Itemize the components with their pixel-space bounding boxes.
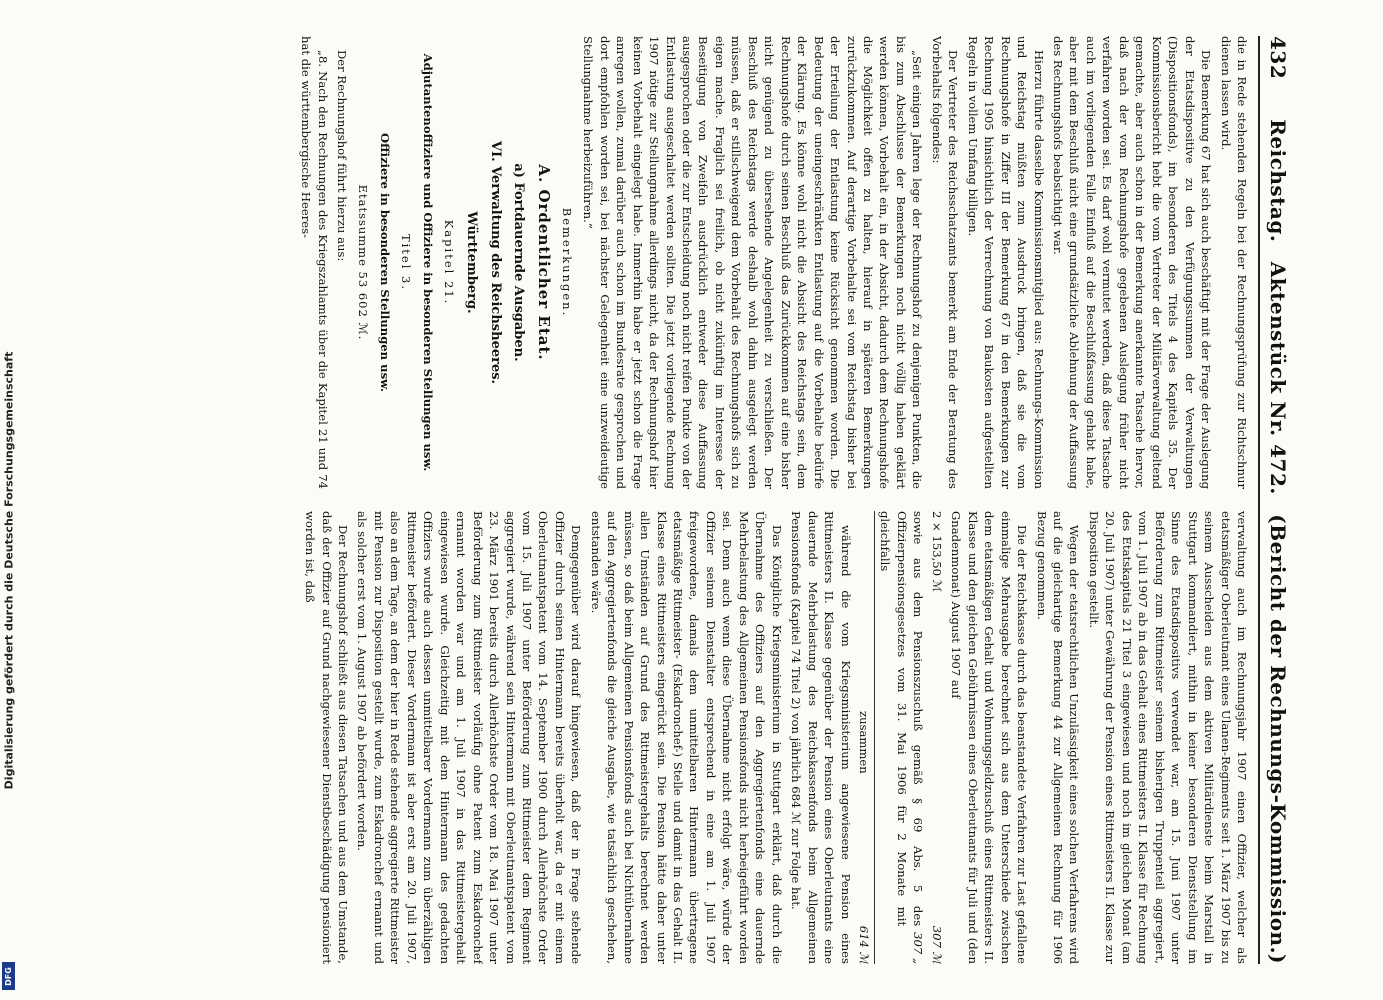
digitization-credit bbox=[2, 150, 16, 990]
text-columns bbox=[50, 36, 1250, 964]
paragraph: Der Rechnungshof schließt aus diesen Tatsachen und aus dem Umstande, daß der Offizier auf Grund nachgewiesener Dienstbeschädigung pensioniert worden ist, daß bbox=[303, 511, 350, 964]
calculation-line bbox=[877, 511, 926, 964]
calculation-amount: 614 ℳ bbox=[857, 925, 872, 964]
paragraph: verwaltung auch im Rechnungsjahr 1907 einen Offizier, welcher als etatsmäßiger Oberleutnant eines Ulanen-Regiments seit 1. März 1907 bis zu seinem Ausscheiden aus dem aktiven Militärdienste beim Marstall in Stuttgart kommandiert, mithin in keiner besonderen Dienststellung im Sinne des Etatsdispositivs verwendet war, am 15. Juni 1907 unter Beförderung zum Rittmeister seinem bisherigen Truppenteil aggregiert, vom 1. Juli 1907 ab in das Gehalt eines Rittmeisters II. Klasse für Rechnung des Etatskapitals 21 Titel 3 eingewiesen und noch im gleichen Monat (am 20. Juli 1907) unter Gewährung der Pension eines Rittmeisters II. Klasse zur Disposition gestellt. bbox=[1086, 511, 1249, 964]
title-name: Offiziere in besonderen Stellungen usw. bbox=[377, 133, 392, 392]
quoted-paragraph: „Seit einigen Jahren lege der Rechnungshof zu denjenigen Punkten, die bis zum Abschlusse der Bemerkungen noch nicht völlig haben geklärt werden können, Vorbehalt ein, in der Absicht, dadurch dem Rechnungshofe die Möglichkeit offen zu halten, hierauf in späteren Bemerkungen zurückzukommen. Auf derartige Vorbehalte sei vom Reichstag bisher bei der Erteilung der Entlastung keine Rücksicht genommen worden. Die Bedeutung der uneingeschränkten Entlastung auf die Vorbehalte bedürfe der Klärung. Es könne wohl nicht die Absicht des Reichstags sein, dem Rechnungshofe durch seinen Beschluß das Zurückkommen auf eine bisher nicht genügend zu übersehende Angelegenheit zu verschließen. Der Beschluß des Reichstags werde deshalb wohl dahin ausgelegt werden müssen, daß er stillschweigend dem Vorbehalt des Rechnungshofs sich zu eigen mache. Fraglich sei freilich, ob nicht zukünftig im Interesse der Beseitigung von Zweifeln ausdrücklich entweder diese Auffassung ausgesprochen oder die zur Entscheidung noch nicht reifen Punkte von der Entlastung ausgeschaltet werden sollten. Die jetzt vorliegende Rechnung 1907 nötige zur Stellungnahme allerdings nicht, da der Rechnungshof hier keinen Vorbehalt eingelegt habe. Immerhin habe er jetzt schon die Frage anregen wollen, zumal darüber auch schon im Bundesrate gesprochen und dort empfohlen worden sei, bei nächster Gelegenheit eine unzweideutige Stellungnahme herbeizuführen.“ bbox=[581, 36, 925, 489]
paragraph: während die vom Kriegsministerium angewiesene Pension eines Rittmeisters II. Klasse gegenüber der Pension eines Oberleutnants eine dauernde Mehrbelastung des Reichskassenfonds beim Allgemeinen Pensionsfonds (Kapitel 74 Titel 2) von jährlich 684 ℳ zur Folge hat. bbox=[789, 511, 853, 964]
calculation-line bbox=[928, 511, 944, 964]
title-heading: Titel 3. bbox=[399, 233, 414, 292]
left-column bbox=[50, 36, 1250, 489]
page-number: 432 bbox=[1266, 36, 1290, 80]
rotated-document-page bbox=[2, 20, 1302, 980]
calculation-label: 2 × 153,50 ℳ bbox=[929, 511, 944, 593]
section-heading-bemerkungen: Bemerkungen. bbox=[559, 207, 574, 318]
calculation-amount: 307 ℳ bbox=[929, 925, 944, 964]
paragraph: Das Königliche Kriegsministerium in Stuttgart erklärt, daß durch die Übernahme des Offiziers auf den Aggregiertenfonds eine dauernde Mehrbelastung des Allgemeinen Pensionsfonds nicht herbeigeführt worden sei. Denn auch wenn diese Übernahme nicht erfolgt wäre, würde der Offizier seinem Dienstalter entsprechend in eine am 1. Juli 1907 freigewordene, damals dem unmittelbaren Hintermann übertragene etatsmäßige Rittmeister- (Eskadronchef-) Stelle und damit in das Gehalt II. Klasse eines Rittmeisters eingerückt sein. Die Pension hätte daher unter allen Umständen auf Grund des Rittmeistergehalts berechnet werden müssen, so daß beim Allgemeinen Pensionsfonds auch bei Nichtübernahme auf den Aggregiertenfonds die gleiche Ausgabe, wie tatsächlich geschehen, entstanden wäre. bbox=[588, 511, 784, 964]
header-left-title: Reichstag. bbox=[1266, 119, 1290, 243]
paragraph: die in Rede stehenden Regeln bei der Rechnungsprüfung zur Richtschnur dienen lassen wird. bbox=[1218, 36, 1249, 489]
paragraph: Die Bemerkung 67 hat sich auch beschäftigt mit der Frage der Auslegung der Etatsdispositive zu den Verfügungssummen der Verwaltungen (Dispositionsfonds), im besonderen des Titels 4 des Kapitels 35. Der Kommissionsbericht hebt die vom Vertreter der Militärverwaltung geltend gemachte, aber auch schon in der Bemerkung anerkannte Tatsache hervor, daß nach der vom Rechnungshofe gegebenen Auslegung früher nicht verfahren worden sei. Es darf wohl vermutet werden, daß diese Tatsache auch im vorliegenden Falle Einfluß auf die Beschlußfassung gehabt habe, aber mit dem Beschluß nicht eine grundsätzliche Ablehnung der Auffassung des Rechnungshofs beabsichtigt war. bbox=[1051, 36, 1214, 489]
paragraph: Wegen der etatsrechtlichen Unzulässigkeit eines solchen Verfahrens wird auf die gleichartige Bemerkung 44 zur Allgemeinen Rechnung für 1906 Bezug genommen. bbox=[1034, 511, 1082, 964]
calculation-label: zusammen bbox=[857, 711, 872, 774]
digitization-credit-text: Digitalisierung gefördert durch die Deutsche Forschungsgemeinschaft bbox=[2, 351, 16, 789]
paragraph: Demgegenüber wird darauf hingewiesen, daß der in Frage stehende Offizier durch seinen Hintermann bereits überholt war, da er mit einem Oberleutnantspatent vom 14. September 1900 durch Allerhöchste Order vom 15. Juli 1907 unter Beförderung zum Rittmeister dem Regiment aggregiert wurde, während sein Hintermann mit Oberleutnantspatent vom 23. März 1901 bereits durch Allerhöchste Order vom 18. Mai 1907 unter Beförderung zum Rittmeister vorläufig ohne Patent zum Eskadronchef ernannt worden war und am 1. Juli 1907 in das Rittmeistergehalt eingewiesen wurde. Gleichzeitig mit dem Hintermann des gedachten Offiziers wurde auch dessen unmittelbarer Vordermann zum überzähligen Rittmeister befördert. Dieser Vordermann ist aber erst am 20. Juli 1907, also an dem Tage, an dem der hier in Rede stehende aggregierte Rittmeister mit Pension zur Disposition gestellt wurde, zum Eskadronchef ernannt und als solcher erst vom 1. August 1907 ab befördert worden. bbox=[355, 511, 584, 964]
calculation-total bbox=[856, 511, 875, 964]
paragraph: Hierzu führte dasselbe Kommissionsmitglied aus: Rechnungs-Kommission und Reichstag müßten zum Ausdruck bringen, daß sie die vom Rechnungshofe in Ziffer III der Bemerkung 67 in den Bemerkungen zur Rechnung 1905 hinsichtlich der Verrechnung von Baukosten aufgestellten Regeln in vollem Umfang billigen. bbox=[965, 36, 1046, 489]
etat-sum: Etatssumme 53 602 ℳ. bbox=[356, 184, 371, 341]
subsection-heading: Württemberg. bbox=[464, 211, 480, 314]
subsection-heading: a) Fortdauernde Ausgaben. bbox=[511, 163, 527, 362]
header-right-title: (Bericht der Rechnungs-Kommission.) bbox=[1266, 514, 1290, 964]
right-column bbox=[50, 511, 1250, 964]
dfg-logo bbox=[2, 962, 15, 990]
calculation-label: sowie aus dem Pensionszuschuß gemäß § 69 Abs. 5 des Offizierpensionsgesetzes vom 31. Mai 1906 für 2 Monate mit gleichfalls bbox=[878, 511, 926, 927]
section-heading-ordentlicher-etat: A. Ordentlicher Etat. bbox=[534, 164, 553, 361]
header-document-number: Aktenstück Nr. 472. bbox=[1266, 261, 1290, 495]
subsection-heading: VI. Verwaltung des Reichsheeres. bbox=[487, 140, 503, 385]
page-header bbox=[1258, 36, 1290, 964]
paragraph: „8. Nach den Rechnungen des Kriegszahlamts über die Kapitel 21 und 74 hat die württembergische Heeres- bbox=[299, 36, 330, 489]
paragraph: Die der Reichskasse durch das beanstandete Verfahren zur Last gefallene einmalige Mehrausgabe berechnet sich aus dem Unterschiede zwischen dem etatsmäßigen Gehalt und Wohnungsgeldzuschuß eines Rittmeisters II. Klasse und den gleichen Gebührnissen eines Oberleutnants für Juli und (den Gnadenmonat) August 1907 auf bbox=[949, 511, 1030, 964]
dfg-logo-text: DFG bbox=[4, 966, 14, 986]
chapter-heading: Kapitel 21. bbox=[441, 219, 456, 306]
paragraph: Der Rechnungshof führt hierzu aus: bbox=[335, 50, 349, 262]
paragraph: Der Vertreter des Reichsschatzamts bemerkt am Ende der Beratung des Vorbehalts folgendes: bbox=[929, 36, 961, 489]
chapter-title: Adjutantenoffiziere und Offiziere in besonderen Stellungen usw. bbox=[420, 53, 435, 472]
calculation-amount: 307 „ bbox=[911, 932, 926, 964]
